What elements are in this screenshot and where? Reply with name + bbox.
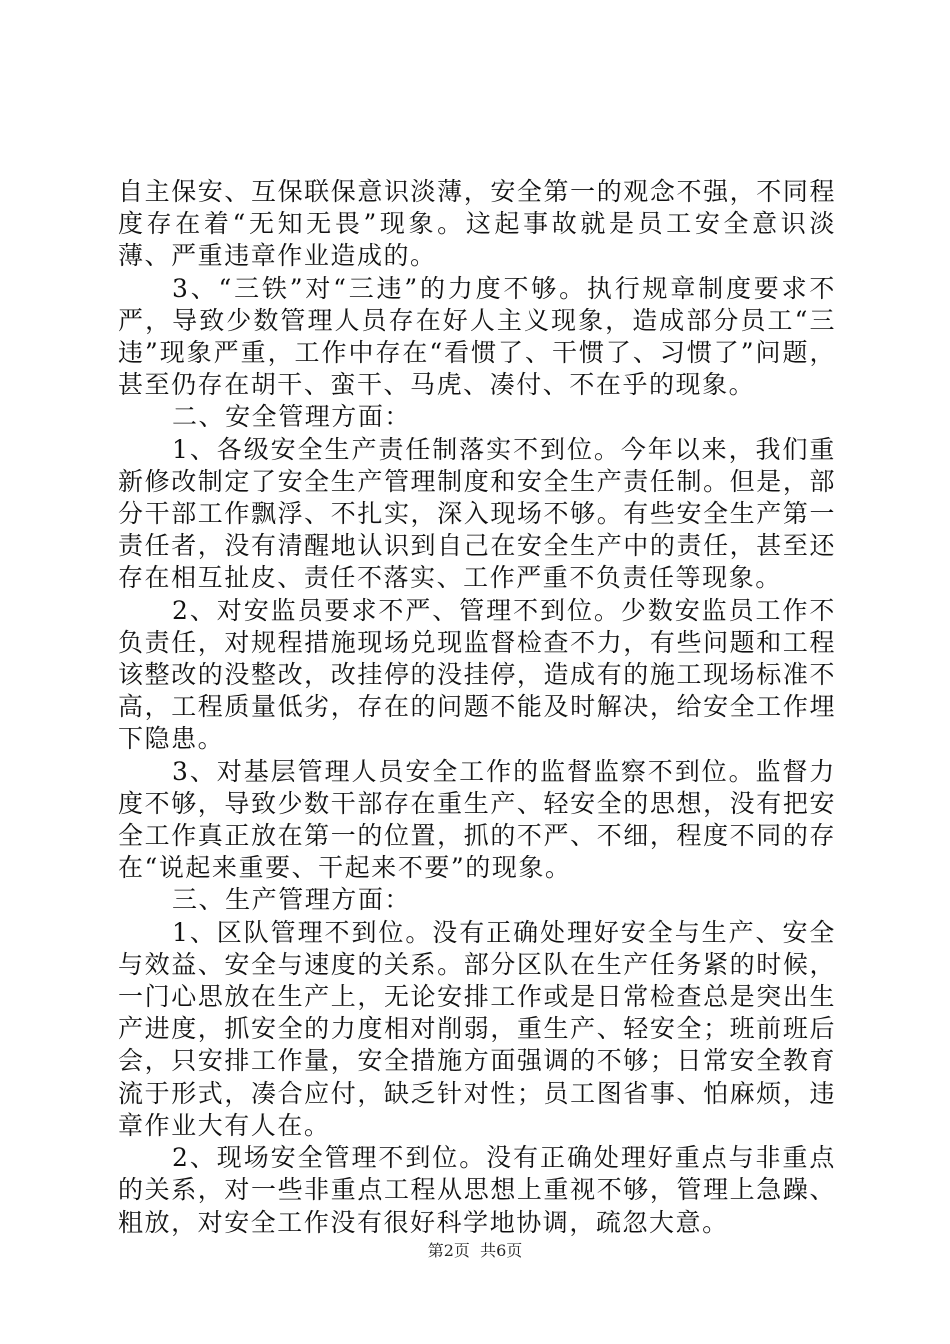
paragraph-2: 3、“三铁”对“三违”的力度不够。执行规章制度要求不严，导致少数管理人员存在好人主义现象，造成部分员工“三违”现象严重，工作中存在“看惯了、干惯了、习惯了”问题，甚至仍存在胡干、蛮干、马虎、凑付、不在乎的现象。 — [118, 273, 836, 400]
document-body — [118, 176, 836, 1239]
paragraph-6: 3、对基层管理人员安全工作的监督监察不到位。监督力度不够，导致少数干部存在重生产、轻安全的思想，没有把安全工作真正放在第一的位置，抓的不严、不细，程度不同的存在“说起来重要、干起来不要”的现象。 — [118, 756, 836, 883]
section-heading-safety-management: 二、安全管理方面： — [172, 402, 411, 432]
page-footer — [0, 1241, 950, 1261]
paragraph-8: 1、区队管理不到位。没有正确处理好安全与生产、安全与效益、安全与速度的关系。部分区队在生产任务紧的时候，一门心思放在生产上，无论安排工作或是日常检查总是突出生产进度，抓安全的力度相对削弱，重生产、轻安全；班前班后会，只安排工作量，安全措施方面强调的不够；日常安全教育流于形式，凑合应付，缺乏针对性；员工图省事、怕麻烦，违章作业大有人在。 — [118, 917, 836, 1140]
paragraph-5: 2、对安监员要求不严、管理不到位。少数安监员工作不负责任，对规程措施现场兑现监督检查不力，有些问题和工程该整改的没整改，改挂停的没挂停，造成有的施工现场标准不高，工程质量低劣，存在的问题不能及时解决，给安全工作埋下隐患。 — [118, 595, 836, 754]
section-heading-production-management: 三、生产管理方面： — [172, 885, 411, 915]
paragraph-9: 2、现场安全管理不到位。没有正确处理好重点与非重点的关系，对一些非重点工程从思想上重视不够，管理上急躁、粗放，对安全工作没有很好科学地协调，疏忽大意。 — [118, 1143, 836, 1237]
page-number-label: 第2页 共6页 — [427, 1241, 523, 1260]
paragraph-1: 自主保安、互保联保意识淡薄，安全第一的观念不强，不同程度存在着“无知无畏”现象。这起事故就是员工安全意识淡薄、严重违章作业造成的。 — [118, 177, 836, 271]
paragraph-4: 1、各级安全生产责任制落实不到位。今年以来，我们重新修改制定了安全生产管理制度和安全生产责任制。但是，部分干部工作飘浮、不扎实，深入现场不够。有些安全生产第一责任者，没有清醒地认识到自己在安全生产中的责任，甚至还存在相互扯皮、责任不落实、工作严重不负责任等现象。 — [118, 434, 836, 593]
